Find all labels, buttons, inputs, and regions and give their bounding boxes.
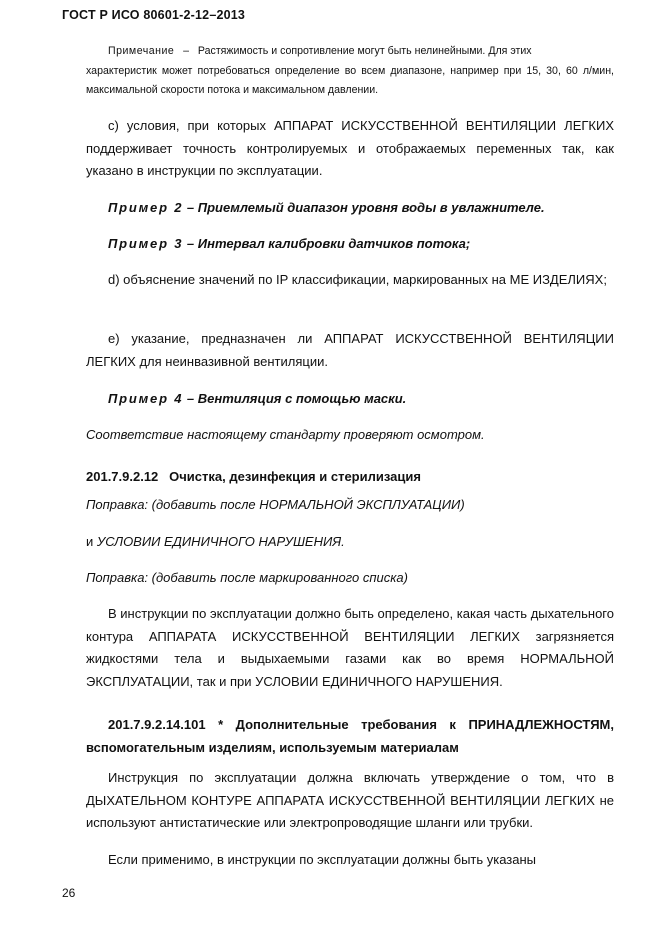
example-3: Пример 3 – Интервал калибровки датчиков потока; [108,236,471,251]
section-1-title: Очистка, дезинфекция и стерилизация [169,469,421,484]
note-label: Примечание [108,45,175,57]
note-text-rest: характеристик может потребоваться определение во всем диапазоне, например при 15, 30, 60 л/мин, максимальной скорости потока и максимальном давлении. [86,64,614,96]
example-4: Пример 4 – Вентиляция с помощью маски. [108,391,407,406]
section-1-amendment-1-continued: и УСЛОВИИ ЕДИНИЧНОГО НАРУШЕНИЯ. [86,534,345,549]
example-2: Пример 2 – Приемлемый диапазон уровня воды в увлажнителе. [108,200,545,215]
section-2-number: 201.7.9.2.14.101 * [108,717,224,732]
section-1-number: 201.7.9.2.12 [86,469,159,484]
page-number: 26 [62,886,76,900]
note-block [86,42,614,101]
section-2-body-1: Инструкция по эксплуатации должна включать утверждение о том, что в ДЫХАТЕЛЬНОМ КОНТУРЕ АППАРАТА ИСКУССТВЕННОЙ ВЕНТИЛЯЦИИ ЛЕГКИХ не используют антистатические или электропроводящие шланги или трубки. [86,770,614,830]
section-2-body-2: Если применимо, в инструкции по эксплуатации должны быть указаны [108,852,537,867]
section-1-amendment-2: Поправка: (добавить после маркированного списка) [86,570,408,585]
note-dash: – [183,45,190,57]
item-c: c) условия, при которых АППАРАТ ИСКУССТВЕННОЙ ВЕНТИЛЯЦИИ ЛЕГКИХ поддерживает точность контролируемых и отображаемых переменных так, как указано в инструкции по эксплуатации. [86,118,614,178]
item-e: e) указание, предназначен ли АППАРАТ ИСКУССТВЕННОЙ ВЕНТИЛЯЦИИ ЛЕГКИХ для неинвазивной вентиляции. [86,331,614,369]
section-1-body: В инструкции по эксплуатации должно быть определено, какая часть дыхательного контура АППАРАТА ИСКУССТВЕННОЙ ВЕНТИЛЯЦИИ ЛЕГКИХ загрязняется жидкостями тела и выдыхаемыми газами как во время НОРМАЛЬНОЙ ЭКСПЛУАТАЦИИ, так и при УСЛОВИИ ЕДИНИЧНОГО НАРУШЕНИЯ. [86,606,614,689]
section-1-heading [86,466,614,489]
section-1-amendment-1: Поправка: (добавить после НОРМАЛЬНОЙ ЭКСПЛУАТАЦИИ) [86,497,465,512]
section-2-heading [86,714,614,759]
item-d: d) объяснение значений по IP классификации, маркированных на ME ИЗДЕЛИЯХ; [108,272,607,287]
compliance-statement: Соответствие настоящему стандарту проверяют осмотром. [86,427,485,442]
section-2-title: Дополнительные требования к ПРИНАДЛЕЖНОСТЯМ, вспомогательным изделиям, используемым материалам [86,717,614,755]
note-text-line1: Растяжимость и сопротивление могут быть нелинейными. Для этих [197,45,532,57]
document-header: ГОСТ Р ИСО 80601-2-12–2013 [62,8,246,22]
